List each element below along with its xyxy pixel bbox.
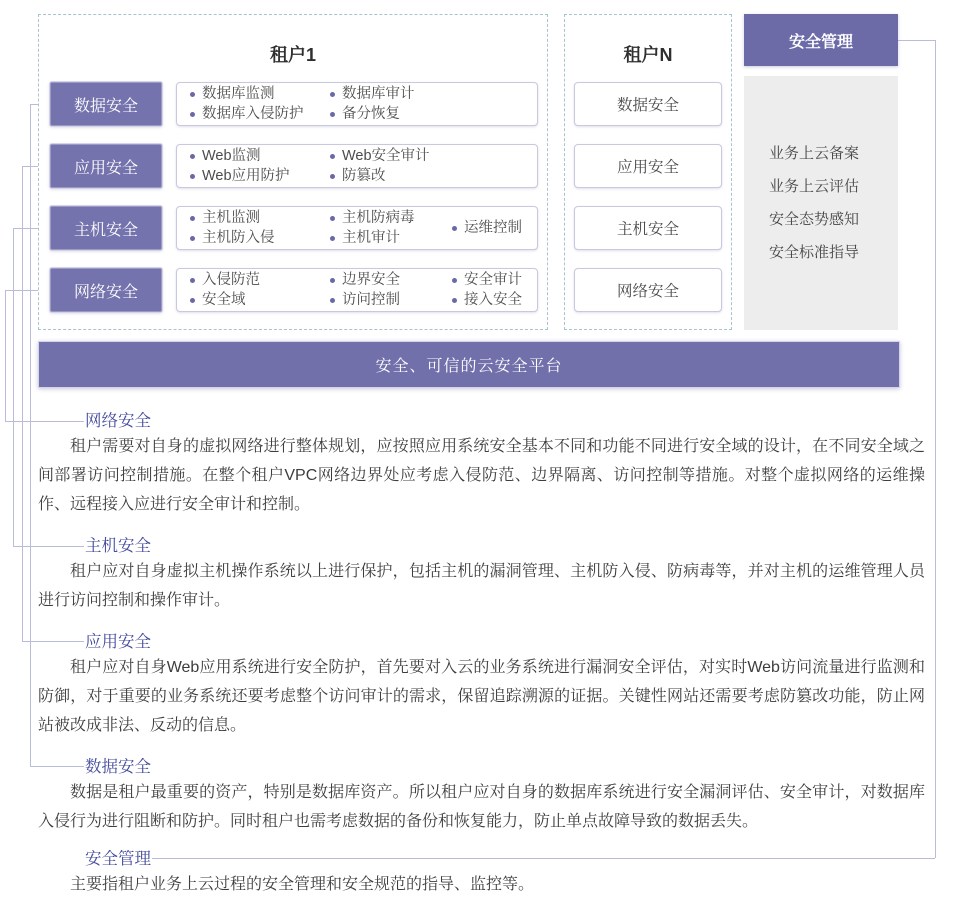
tenantN-item-data-security: 数据安全 [574, 82, 722, 126]
section-title-data-security: 数据安全 [85, 758, 151, 776]
bullet-dot-icon [330, 92, 335, 97]
bullet-item [330, 146, 537, 166]
connector-network-security-vertical [5, 290, 6, 421]
bullet-dot-icon [452, 298, 457, 303]
bullet-item [330, 166, 537, 186]
connector-host-security-vertical [13, 228, 14, 546]
bullet-dot-icon [190, 92, 195, 97]
section-title-network-security: 网络安全 [85, 412, 151, 430]
bullet-label: 运维控制 [464, 220, 522, 236]
bullet-item [330, 228, 452, 248]
bullet-dot-icon [190, 278, 195, 283]
bullet-dot-icon [452, 278, 457, 283]
bullet-label: Web安全审计 [342, 148, 430, 164]
section-body-security-management: 主要指租户业务上云过程的安全管理和安全规范的指导、监控等。 [70, 876, 535, 893]
tenant1-row-bullets-host-security [176, 206, 538, 250]
bullet-item [190, 166, 330, 186]
bullet-label: Web应用防护 [202, 168, 290, 184]
connector-data-security-vertical [30, 104, 31, 766]
bullet-label: 接入安全 [464, 292, 522, 308]
bullet-item [190, 290, 330, 310]
bullet-label: 主机监测 [202, 210, 260, 226]
bullet-dot-icon [330, 112, 335, 117]
section-title-host-security: 主机安全 [85, 537, 151, 555]
bullet-label: 入侵防范 [202, 272, 260, 288]
tenant1-row-bullets-app-security [176, 144, 538, 188]
bullet-dot-icon [190, 236, 195, 241]
bullet-label: 数据库监测 [202, 86, 275, 102]
bullet-item [190, 228, 330, 248]
connector-management-top [898, 40, 935, 41]
connector-app-security-vertical [22, 166, 23, 641]
tenantN-item-host-security: 主机安全 [574, 206, 722, 250]
management-item: 安全态势感知 [769, 211, 860, 228]
bullet-label: 防篡改 [342, 168, 386, 184]
bullet-label: Web监测 [202, 148, 261, 164]
bullet-dot-icon [190, 112, 195, 117]
bullet-label: 主机防入侵 [202, 230, 275, 246]
tenant1-row-bullets-data-security [176, 82, 538, 126]
management-item: 业务上云备案 [769, 145, 860, 162]
bullet-label: 访问控制 [342, 292, 400, 308]
bullet-dot-icon [190, 154, 195, 159]
bullet-dot-icon [452, 226, 457, 231]
tenant1-row-bullets-network-security [176, 268, 538, 312]
tenantN-item-network-security: 网络安全 [574, 268, 722, 312]
bullet-column [190, 208, 330, 248]
section-body-network-security: 租户需要对自身的虚拟网络进行整体规划，应按照应用系统安全基本不同和功能不同进行安全域的设计，在不同安全域之间部署访问控制措施。在整个租户VPC网络边界处应考虑入侵防范、边界隔离、访问控制等措施。对整个虚拟网络的运维操作、远程接入应进行安全审计和控制。 [38, 438, 925, 513]
tenantN-title: 租户N [623, 45, 673, 65]
bullet-item [330, 290, 452, 310]
bullet-label: 数据库入侵防护 [202, 106, 304, 122]
bullet-item [190, 208, 330, 228]
management-item: 安全标准指导 [769, 244, 860, 261]
bullet-label: 备分恢复 [342, 106, 400, 122]
management-item: 业务上云评估 [769, 178, 860, 195]
bullet-label: 安全域 [202, 292, 246, 308]
bullet-item [452, 218, 537, 238]
management-header: 安全管理 [744, 14, 898, 66]
bullet-column [330, 146, 537, 186]
section-body-host-security: 租户应对自身虚拟主机操作系统以上进行保护，包括主机的漏洞管理、主机防入侵、防病毒等，并对主机的运维管理人员进行访问控制和操作审计。 [38, 563, 925, 609]
bullet-item [330, 208, 452, 228]
bullet-dot-icon [330, 278, 335, 283]
bullet-column [190, 270, 330, 310]
tenant1-title: 租户1 [269, 45, 316, 65]
section-body-data-security: 数据是租户最重要的资产，特别是数据库资产。所以租户应对自身的数据库系统进行安全漏洞评估、安全审计，对数据库入侵行为进行阻断和防护。同时租户也需考虑数据的备份和恢复能力，防止单点故障导致的数据丢失。 [38, 784, 925, 830]
bullet-column [330, 208, 452, 248]
bullet-dot-icon [330, 174, 335, 179]
description-sections [38, 410, 925, 899]
tenant1-row-label-network-security: 网络安全 [50, 268, 162, 312]
bullet-item [190, 104, 330, 124]
bullet-item [190, 84, 330, 104]
bullet-column [190, 146, 330, 186]
tenant1-row-label-data-security: 数据安全 [50, 82, 162, 126]
bullet-dot-icon [330, 236, 335, 241]
bullet-column [330, 270, 452, 310]
bullet-item [330, 84, 537, 104]
bullet-label: 边界安全 [342, 272, 400, 288]
platform-banner: 安全、可信的云安全平台 [38, 341, 900, 388]
bullet-column [330, 84, 537, 124]
bullet-item [190, 146, 330, 166]
bullet-column [452, 218, 537, 238]
bullet-dot-icon [330, 154, 335, 159]
bullet-dot-icon [190, 298, 195, 303]
bullet-item [190, 270, 330, 290]
section-title-app-security: 应用安全 [85, 633, 151, 651]
connector-management-vertical [935, 40, 936, 858]
management-panel [744, 76, 898, 330]
bullet-label: 数据库审计 [342, 86, 415, 102]
bullet-column [190, 84, 330, 124]
bullet-label: 主机防病毒 [342, 210, 415, 226]
bullet-dot-icon [190, 216, 195, 221]
section-title-security-management: 安全管理 [85, 850, 151, 868]
bullet-label: 主机审计 [342, 230, 400, 246]
bullet-label: 安全审计 [464, 272, 522, 288]
bullet-column [452, 270, 537, 310]
bullet-item [330, 104, 537, 124]
bullet-dot-icon [330, 298, 335, 303]
bullet-item [452, 270, 537, 290]
bullet-item [330, 270, 452, 290]
tenant1-row-label-host-security: 主机安全 [50, 206, 162, 250]
tenantN-item-app-security: 应用安全 [574, 144, 722, 188]
section-body-app-security: 租户应对自身Web应用系统进行安全防护，首先要对入云的业务系统进行漏洞安全评估，对实时Web访问流量进行监测和防御，对于重要的业务系统还要考虑整个访问审计的需求，保留追踪溯源的证据。关键性网站还需要考虑防篡改功能，防止网站被改成非法、反动的信息。 [38, 659, 925, 734]
bullet-item [452, 290, 537, 310]
bullet-dot-icon [190, 174, 195, 179]
bullet-dot-icon [330, 216, 335, 221]
tenant1-row-label-app-security: 应用安全 [50, 144, 162, 188]
